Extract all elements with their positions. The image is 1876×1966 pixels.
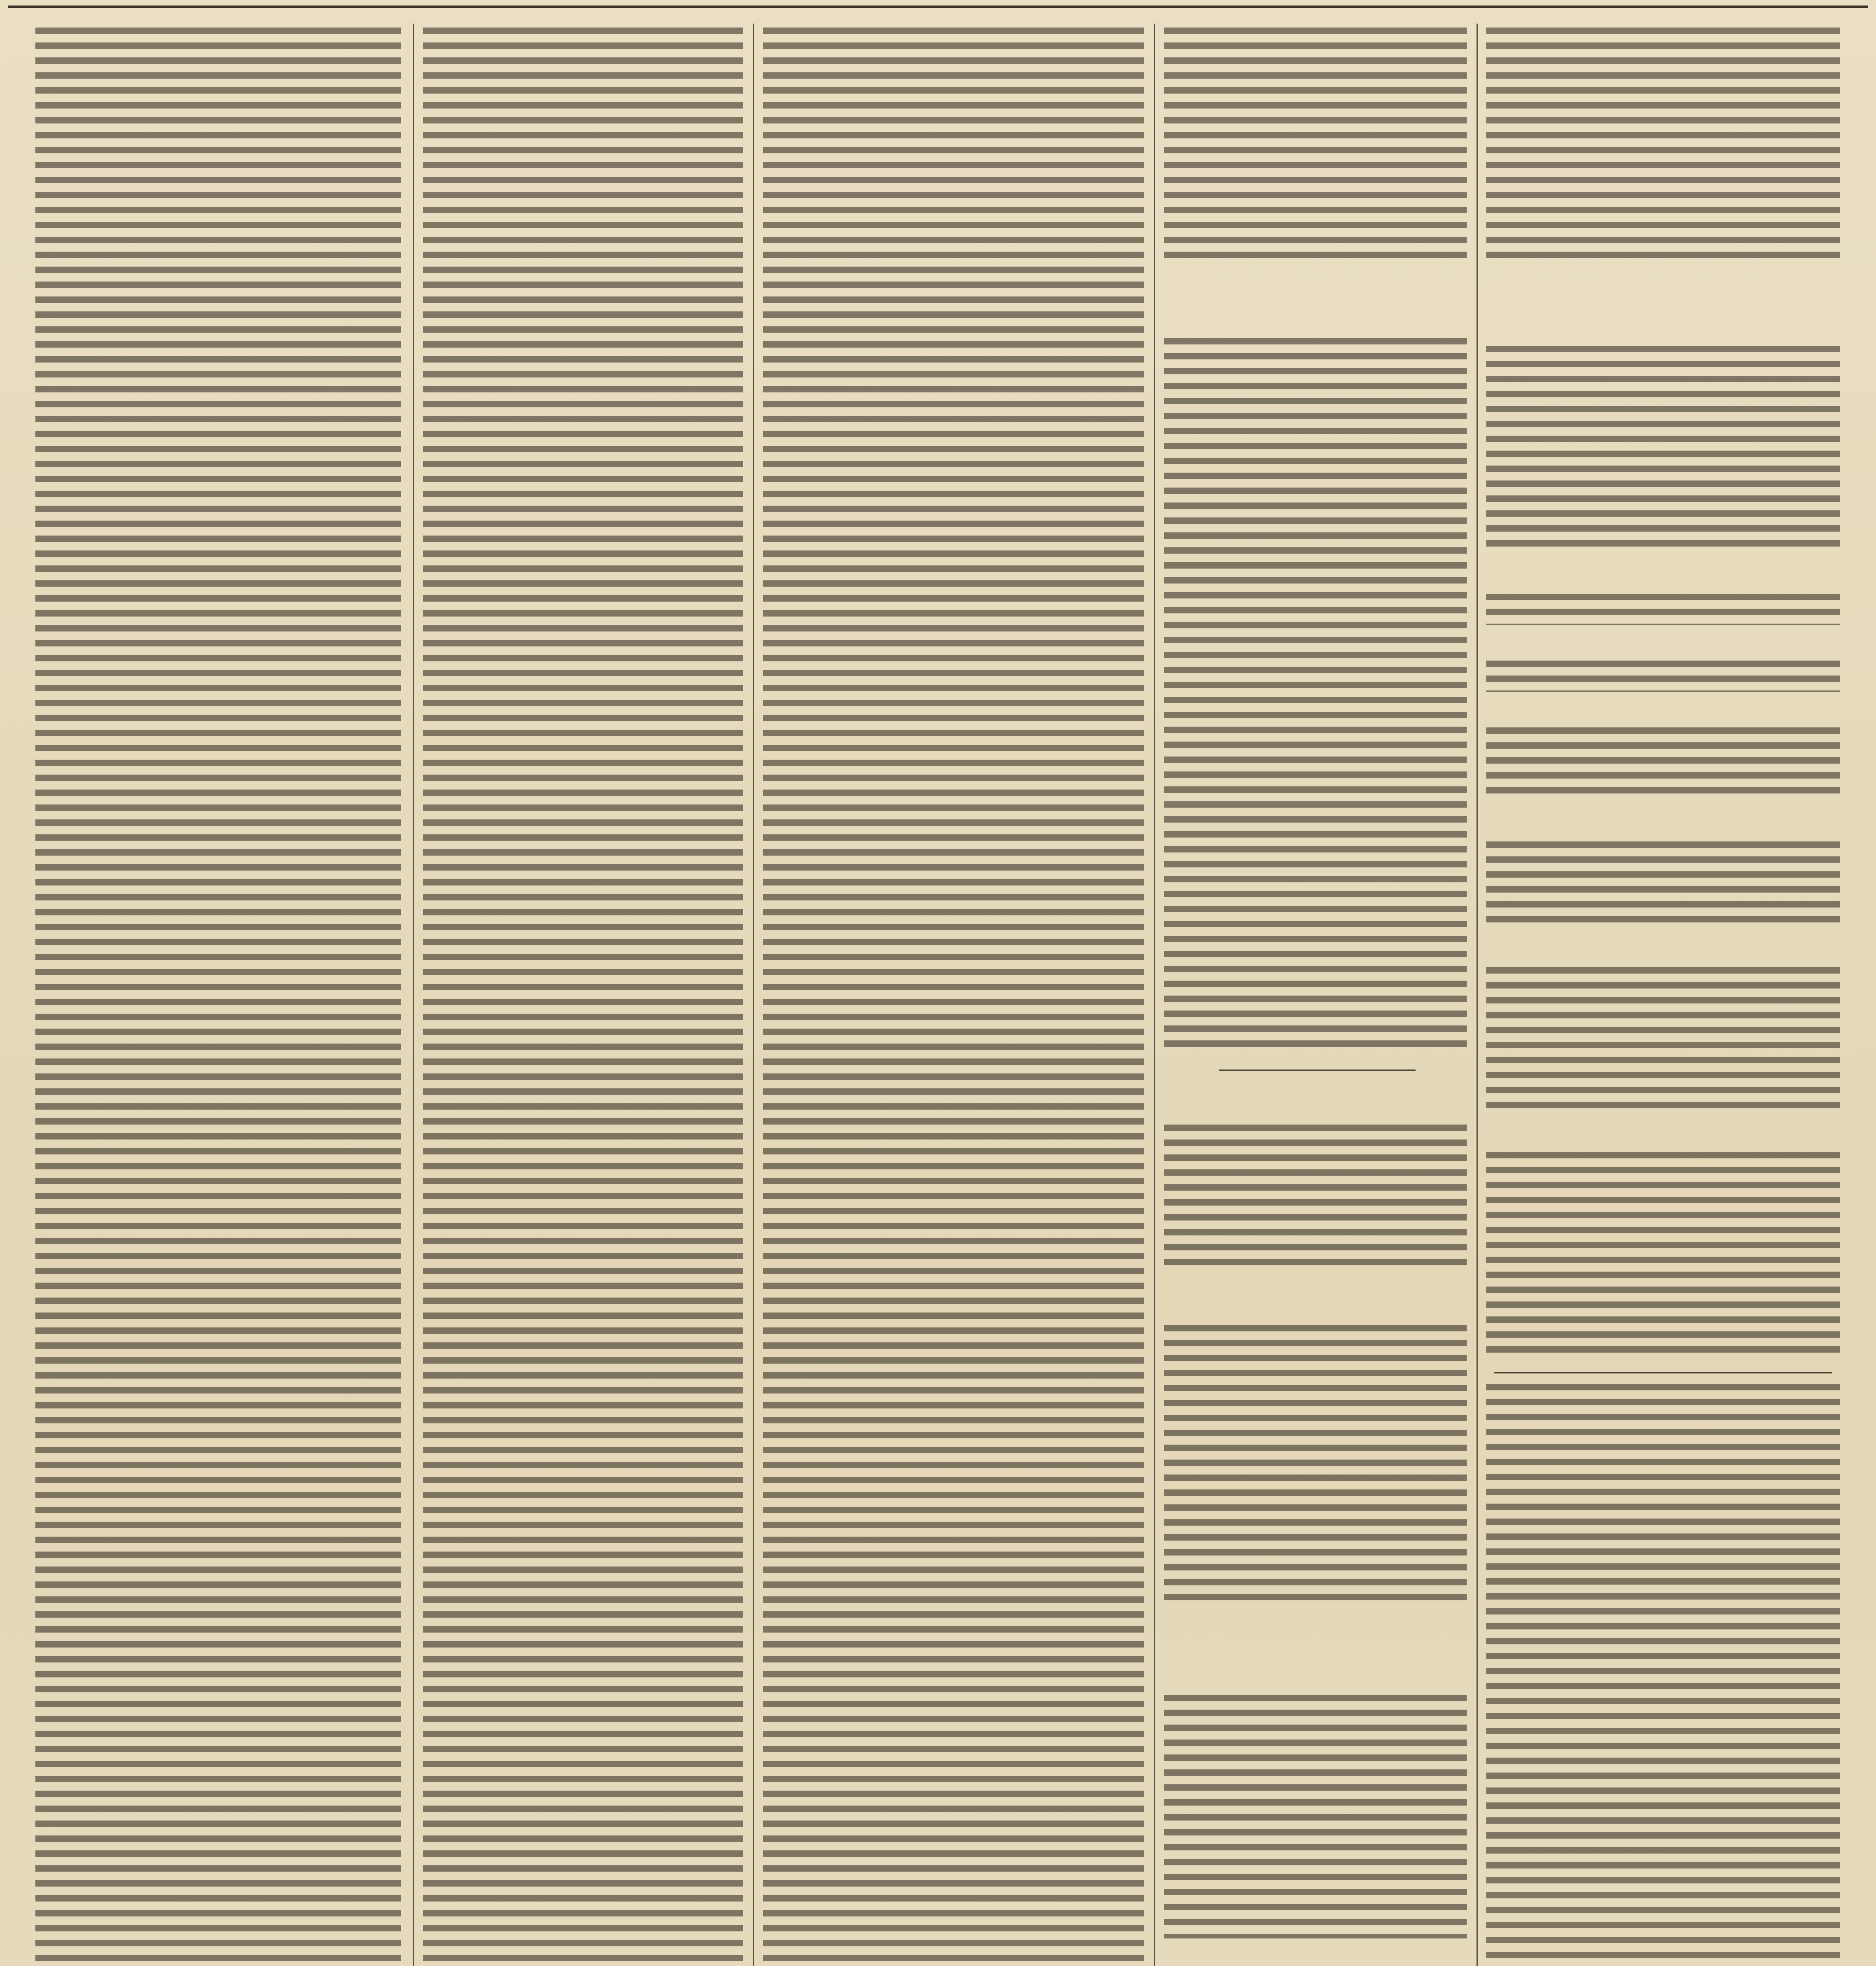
column-5-kava-text [1486,661,1840,692]
column-separator [413,24,414,1966]
column-separator [1476,24,1478,1966]
column-5-petrolej-text [1486,841,1840,928]
separator [1219,1070,1416,1071]
column-5-notices-text [1486,1384,1840,1966]
column-4-telegramy-text [1164,1125,1467,1266]
separator [1494,1372,1832,1373]
column-1-text [35,28,401,1966]
column-5-olej-text [1486,727,1840,798]
column-5-text-top [1486,28,1840,260]
top-rule [8,6,1868,8]
column-5-bavlna-text [1486,1152,1840,1360]
column-separator [753,24,754,1966]
column-4-spolkove-text [1164,338,1467,1054]
column-5-lih-text [1486,967,1840,1113]
column-3-text [763,28,1144,1966]
column-5-obili-text [1486,346,1840,550]
column-4-text-top [1164,28,1467,263]
column-4-hospodar-text [1164,1695,1467,1938]
column-2-text [423,28,743,1966]
column-separator [1154,24,1155,1966]
column-5-cukr-text [1486,594,1840,625]
column-4-telegramy2-text [1164,1325,1467,1600]
